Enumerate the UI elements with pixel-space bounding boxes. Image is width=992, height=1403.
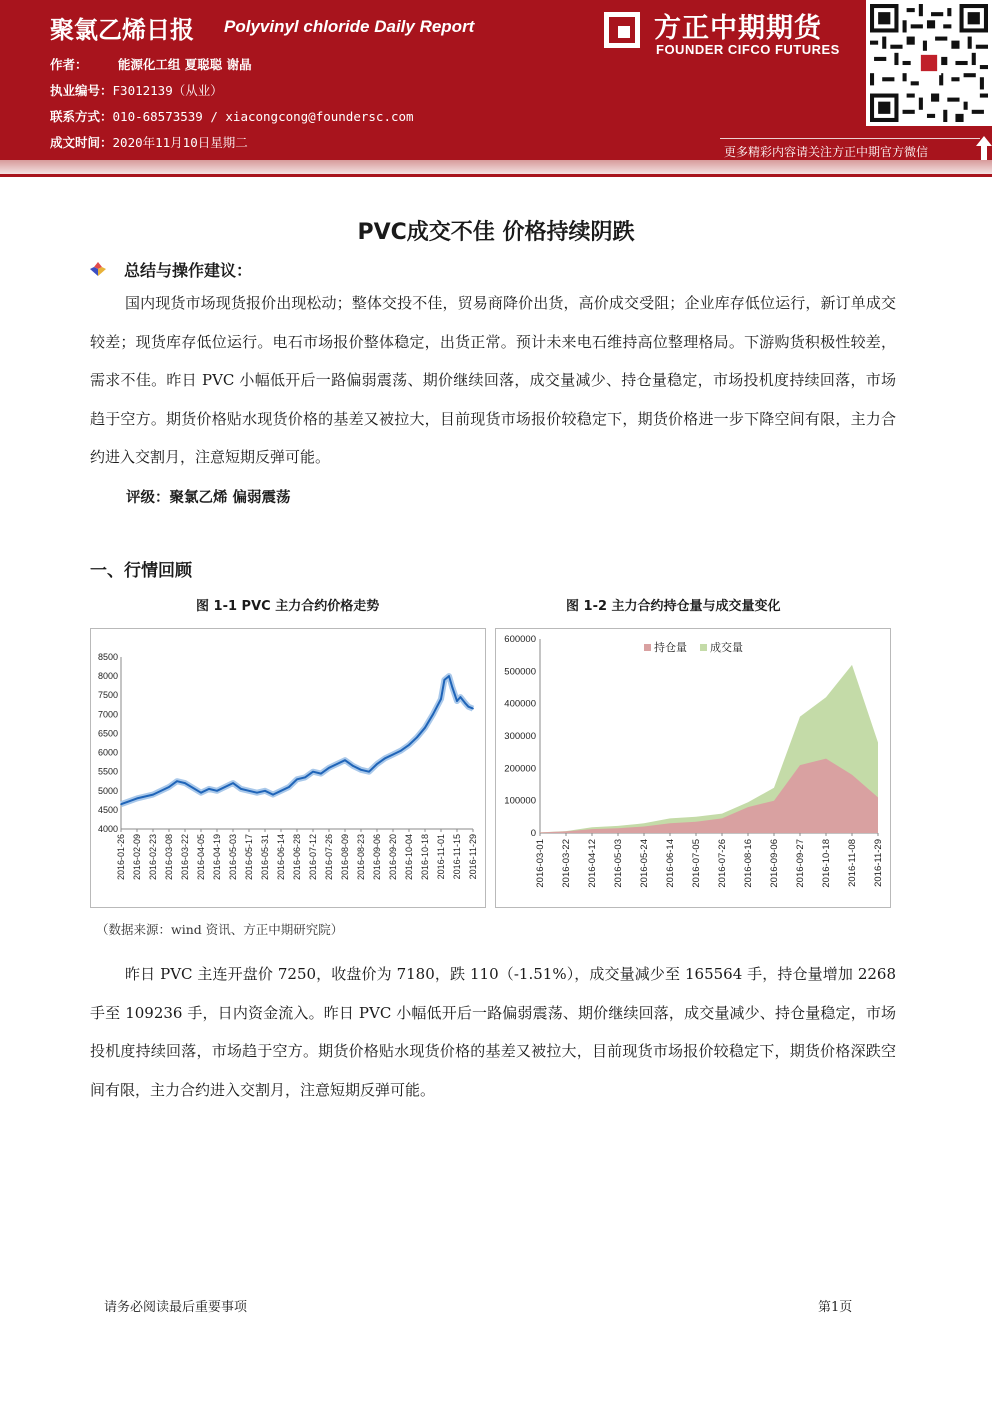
x-tick-label: 2016-09-27 (795, 839, 806, 888)
x-tick-label: 2016-04-05 (196, 834, 206, 881)
x-tick-label: 2016-03-08 (164, 834, 174, 881)
x-tick-label: 2016-11-29 (468, 834, 478, 880)
y-tick-label: 400000 (504, 698, 536, 710)
section-summary-heading: 总结与操作建议： (124, 261, 253, 280)
x-tick-label: 2016-02-09 (132, 834, 142, 881)
price-point (288, 786, 290, 788)
price-point (152, 794, 154, 796)
price-point (432, 714, 434, 716)
price-point (136, 798, 138, 800)
x-tick-label: 2016-01-26 (116, 834, 126, 881)
x-tick-label: 2016-06-28 (292, 834, 302, 881)
price-point (200, 792, 202, 794)
founder-logo-icon (604, 12, 640, 48)
y-tick-label: 4500 (97, 804, 118, 815)
price-point (208, 788, 210, 790)
price-point (248, 790, 250, 792)
price-point (320, 773, 322, 775)
price-point (280, 790, 282, 792)
y-tick-label: 6000 (97, 747, 118, 758)
price-point (344, 759, 346, 761)
x-tick-label: 2016-07-26 (324, 834, 334, 881)
legend-swatch (700, 644, 707, 651)
x-tick-label: 2016-11-08 (847, 839, 858, 887)
price-point (256, 792, 258, 794)
rating-line: 评级：聚氯乙烯 偏弱震荡 (126, 490, 291, 506)
page-number: 第1页 (818, 1300, 853, 1315)
follow-wechat-text[interactable]: 更多精彩内容请关注方正中期官方微信 (724, 145, 929, 159)
y-tick-label: 5000 (97, 785, 118, 796)
x-tick-label: 2016-03-22 (561, 839, 572, 888)
x-tick-label: 2016-07-26 (717, 839, 728, 888)
follow-divider (720, 138, 980, 139)
price-point (392, 754, 394, 756)
price-point (460, 696, 462, 698)
review-paragraph: 昨日 PVC 主连开盘价 7250，收盘价为 7180，跌 110（-1.51%），成交量减少至 165564 手，持仓量增加 2268 手至 109236 手，日内资金流入。昨日 PVC 小幅低开后一路偏弱震荡、期价继续回落，成交量减少、持仓量稳定，市场投机度持续回落，市场趋于空方。期货价格贴水现货价格的基差又被拉大，目前现货市场报价较稳定下，期货价格深跌空间有限，主力合约进入交割月，注意短期反弹可能。 (90, 965, 896, 1099)
price-chart-svg (91, 629, 485, 907)
author-label: 作者： (50, 57, 88, 72)
price-point (452, 687, 454, 689)
x-tick-label: 2016-03-01 (535, 839, 546, 888)
qr-code-graphic (870, 4, 988, 122)
price-point (184, 782, 186, 784)
x-tick-label: 2016-08-16 (743, 839, 754, 888)
price-chart (90, 628, 486, 908)
x-tick-label: 2016-11-01 (436, 834, 446, 880)
logo-text-en: FOUNDER CIFCO FUTURES (656, 42, 840, 57)
x-tick-label: 2016-02-23 (148, 834, 158, 881)
x-tick-label: 2016-10-04 (404, 834, 414, 881)
x-tick-label: 2016-08-09 (340, 834, 350, 881)
x-tick-label: 2016-05-31 (260, 834, 270, 881)
arrow-up-icon (976, 136, 992, 160)
price-point (296, 779, 298, 781)
area-series-0 (540, 759, 878, 833)
section-bullet-icon (90, 262, 106, 276)
x-tick-label: 2016-05-24 (639, 839, 650, 888)
price-point (304, 777, 306, 779)
figure2-caption: 图 1-2 主力合约持仓量与成交量变化 (566, 599, 781, 614)
price-point (368, 771, 370, 773)
price-point (448, 675, 450, 677)
x-tick-label: 2016-07-12 (308, 834, 318, 881)
figure1-caption: 图 1-1 PVC 主力合约价格走势 (196, 599, 380, 614)
price-point (360, 769, 362, 771)
x-tick-label: 2016-11-29 (873, 839, 884, 887)
x-tick-label: 2016-08-23 (356, 834, 366, 881)
volume-chart-svg (496, 629, 890, 907)
price-point (352, 765, 354, 767)
header-band (0, 160, 992, 174)
document-title: PVC成交不佳 价格持续阴跌 (357, 220, 635, 245)
price-point (240, 788, 242, 790)
price-point (336, 763, 338, 765)
price-point (232, 782, 234, 784)
x-tick-label: 2016-09-06 (372, 834, 382, 881)
x-tick-label: 2016-05-03 (228, 834, 238, 881)
y-tick-label: 300000 (504, 731, 536, 742)
y-tick-label: 7000 (97, 709, 118, 720)
data-source: （数据来源：wind 资讯、方正中期研究院） (96, 922, 344, 937)
y-tick-label: 500000 (504, 666, 536, 678)
price-point (272, 794, 274, 796)
price-point (376, 763, 378, 765)
price-point (312, 771, 314, 773)
price-line-shadow (121, 676, 473, 804)
author-line (50, 55, 252, 73)
x-tick-label: 2016-07-05 (691, 839, 702, 888)
footer-notice: 请务必阅读最后重要事项 (104, 1300, 248, 1315)
report-header (0, 0, 992, 160)
x-tick-label: 2016-04-19 (212, 834, 222, 881)
y-tick-label: 4000 (97, 824, 118, 834)
legend-label: 持仓量 (654, 642, 687, 654)
y-tick-label: 600000 (504, 634, 536, 645)
legend-swatch (644, 644, 651, 651)
y-tick-label: 7500 (97, 690, 118, 701)
x-tick-label: 2016-09-20 (388, 834, 398, 881)
x-tick-label: 2016-11-15 (452, 834, 462, 880)
x-tick-label: 2016-09-06 (769, 839, 780, 888)
price-point (168, 786, 170, 788)
y-tick-label: 100000 (504, 795, 536, 807)
price-point (416, 736, 418, 738)
license-label: 执业编号： (50, 83, 113, 98)
y-tick-label: 5500 (97, 766, 118, 777)
header-rule (0, 174, 992, 177)
x-tick-label: 2016-06-14 (276, 834, 286, 881)
price-point (216, 790, 218, 792)
price-point (264, 790, 266, 792)
price-point (472, 708, 474, 710)
price-point (328, 767, 330, 769)
section-review-heading: 一、行情回顾 (90, 561, 192, 581)
x-tick-label: 2016-03-22 (180, 834, 190, 881)
price-point (468, 706, 470, 708)
price-point (440, 698, 442, 700)
x-tick-label: 2016-05-17 (244, 834, 254, 881)
price-point (384, 757, 386, 759)
price-point (120, 803, 122, 805)
date-label: 成文时间： (50, 135, 113, 150)
qr-code-icon[interactable] (866, 0, 992, 126)
y-tick-label: 0 (530, 828, 536, 839)
contact-value: 010-68573539 / xiacongcong@foundersc.com (112, 109, 414, 124)
price-point (408, 744, 410, 746)
y-tick-label: 6500 (97, 728, 118, 739)
report-title-en: Polyvinyl chloride Daily Report (224, 17, 475, 36)
price-point (424, 727, 426, 729)
x-tick-label: 2016-06-14 (665, 839, 676, 888)
x-tick-label: 2016-10-18 (420, 834, 430, 881)
legend-label: 成交量 (710, 642, 743, 654)
volume-chart (495, 628, 891, 908)
contact-label: 联系方式： (50, 109, 113, 124)
price-point (444, 679, 446, 681)
x-tick-label: 2016-04-12 (587, 839, 598, 888)
license-line (50, 81, 223, 99)
price-point (400, 750, 402, 752)
contact-line (50, 107, 414, 125)
date-value: 2020年11月10日星期二 (112, 135, 248, 150)
price-point (456, 700, 458, 702)
logo-text-cn: 方正中期期货 (654, 13, 822, 44)
y-tick-label: 200000 (504, 763, 536, 775)
report-title: 聚氯乙烯日报 (50, 16, 194, 44)
y-tick-label: 8500 (97, 652, 118, 662)
summary-paragraph: 国内现货市场现货报价出现松动；整体交投不佳，贸易商降价出货，高价成交受阻；企业库存低位运行，新订单成交较差；现货库存低位运行。电石市场报价整体稳定，出货正常。预计未来电石维持高位整理格局。下游购货积极性较差，需求不佳。昨日 PVC 小幅低开后一路偏弱震荡、期价继续回落，成交量减少、持仓量稳定，市场投机度持续回落，市场趋于空方。期货价格贴水现货价格的基差又被拉大，目前现货市场报价较稳定下，期货价格进一步下降空间有限，主力合约进入交割月，注意短期反弹可能。 (90, 294, 896, 466)
author-value: 能源化工组 夏聪聪 谢晶 (117, 57, 252, 72)
x-tick-label: 2016-05-03 (613, 839, 624, 888)
price-point (176, 780, 178, 782)
y-tick-label: 8000 (97, 671, 118, 682)
date-line (50, 133, 248, 151)
price-point (464, 702, 466, 704)
x-tick-label: 2016-10-18 (821, 839, 832, 888)
license-value: F3012139（从业） (112, 83, 223, 98)
